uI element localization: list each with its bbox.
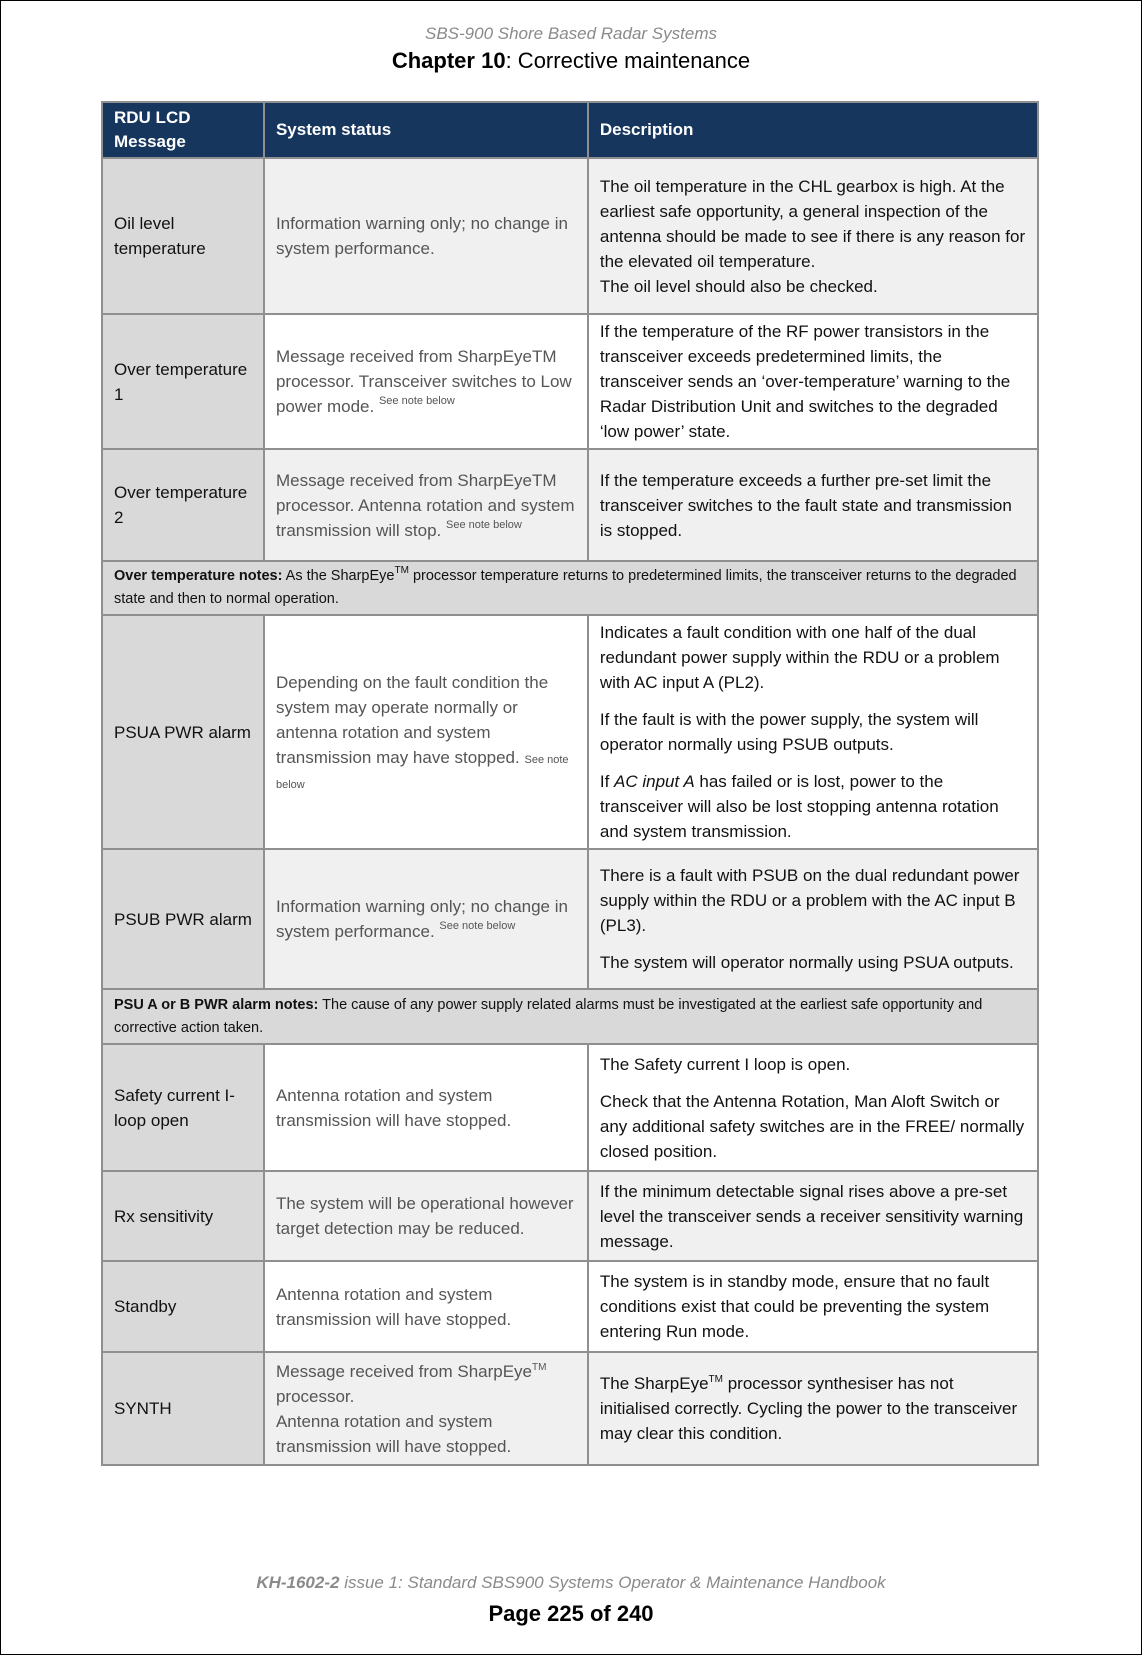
- status-cell: Antenna rotation and system transmission will have stopped.: [264, 1261, 588, 1352]
- document-footer: [1, 1573, 1141, 1593]
- table-row: [102, 1352, 1038, 1465]
- over-temperature-note: [102, 561, 1038, 615]
- trademark-mark: TM: [532, 1361, 547, 1373]
- description-cell: The system is in standby mode, ensure that no fault conditions exist that could be preventing the system entering Run mode.: [588, 1261, 1038, 1352]
- note-text: As the SharpEye: [282, 568, 395, 584]
- note-text: The cause of any power supply related alarms must be investigated at the earliest safe opportunity and corrective action taken.: [114, 996, 983, 1036]
- table-header-row: [102, 102, 1038, 158]
- description-fragment: processor synthesiser has not initialised correctly. Cycling the power to the transceiver may clear this condition.: [599, 1374, 1018, 1443]
- running-header: SBS-900 Shore Based Radar Systems: [425, 24, 717, 43]
- description-cell: [588, 1044, 1038, 1171]
- trademark-mark: TM: [708, 1374, 723, 1385]
- status-cell: [264, 849, 588, 989]
- column-header-status: System status: [264, 102, 588, 158]
- description-cell: If the minimum detectable signal rises above a pre-set level the transceiver sends a receiver sensitivity warning message.: [588, 1171, 1038, 1261]
- note-label: PSU A or B PWR alarm notes:: [114, 996, 319, 1013]
- description-text: The Safety current I loop is open.: [599, 1054, 851, 1074]
- description-text: If the fault is with the power supply, the system will operator normally using PSUB outputs.: [599, 710, 979, 754]
- message-cell: Over temperature 2: [102, 449, 264, 561]
- status-text: Message received from SharpEyeTM processor. Transceiver switches to Low power mode.: [275, 347, 572, 416]
- description-cell: [588, 849, 1038, 989]
- description-text: The oil temperature in the CHL gearbox is high. At the earliest safe opportunity, a general inspection of the antenna should be made to see if there is any reason for the elevated oil temperature.: [599, 176, 1026, 271]
- description-cell: If the temperature of the RF power transistors in the transceiver exceeds predetermined limits, the transceiver sends an ‘over-temperature’ warning to the Radar Distribution Unit and switches to the degraded ‘low power’ state.: [588, 314, 1038, 449]
- note-text: processor temperature returns to predetermined limits, the transceiver returns to the degraded state and then to normal operation.: [114, 568, 1017, 607]
- see-note-label: See note below: [446, 518, 522, 531]
- message-cell: PSUA PWR alarm: [102, 615, 264, 849]
- description-text: Check that the Antenna Rotation, Man Aloft Switch or any additional safety switches are in the FREE/ normally closed position.: [599, 1091, 1025, 1161]
- doc-title: issue 1: Standard SBS900 Systems Operator & Maintenance Handbook: [339, 1573, 886, 1592]
- description-cell: [588, 615, 1038, 849]
- description-fragment: has failed or is lost, power to the transceiver will also be lost stopping antenna rotation and system transmission.: [599, 772, 999, 841]
- message-cell: Over temperature 1: [102, 314, 264, 449]
- status-cell: Information warning only; no change in system performance.: [264, 158, 588, 314]
- message-cell: Safety current I-loop open: [102, 1044, 264, 1171]
- description-fragment: If: [599, 772, 615, 791]
- table-row: [102, 615, 1038, 849]
- description-text: There is a fault with PSUB on the dual redundant power supply within the RDU or a problem with the AC input B (PL3).: [599, 866, 1020, 935]
- status-text: [276, 1359, 576, 1409]
- trademark-mark: TM: [394, 565, 409, 576]
- psu-alarm-note: [102, 989, 1038, 1044]
- see-note-label: See note below: [378, 395, 455, 407]
- table-row: [102, 1171, 1038, 1261]
- column-header-message: RDU LCD Message: [102, 102, 264, 158]
- note-row: [102, 561, 1038, 615]
- description-text: [600, 769, 1026, 844]
- status-text: Depending on the fault condition the system may operate normally or antenna rotation and system transmission may have stopped.: [275, 672, 549, 767]
- lcd-message-table: [101, 101, 1039, 1466]
- note-label: Over temperature notes:: [114, 568, 283, 584]
- column-header-description: Description: [588, 102, 1038, 158]
- status-cell: [264, 449, 588, 561]
- description-cell: [588, 1352, 1038, 1465]
- description-fragment: The SharpEye: [599, 1374, 709, 1393]
- status-fragment: Message received from SharpEye: [275, 1361, 533, 1381]
- table-row: [102, 314, 1038, 449]
- status-text: Message received from SharpEyeTM processor. Antenna rotation and system transmission will stop.: [275, 470, 575, 540]
- table-row: [102, 1261, 1038, 1352]
- status-text: Information warning only; no change in system performance.: [275, 897, 568, 941]
- chapter-label: Chapter 10: [391, 48, 506, 73]
- page-number: Page 225 of 240: [488, 1601, 654, 1626]
- message-cell: Standby: [102, 1261, 264, 1352]
- status-fragment: processor.: [275, 1386, 355, 1406]
- note-row: [102, 989, 1038, 1044]
- description-cell: [588, 158, 1038, 314]
- chapter-heading: [1, 48, 1141, 74]
- status-cell: [264, 1352, 588, 1465]
- status-text: Antenna rotation and system transmission will have stopped.: [275, 1411, 512, 1456]
- chapter-title: : Corrective maintenance: [505, 48, 751, 73]
- table-row: [102, 1044, 1038, 1171]
- table-row: [102, 849, 1038, 989]
- description-text: The system will operator normally using PSUA outputs.: [599, 953, 1014, 972]
- status-cell: The system will be operational however target detection may be reduced.: [264, 1171, 588, 1261]
- see-note-label: See note below: [275, 753, 569, 791]
- message-cell: PSUB PWR alarm: [102, 849, 264, 989]
- message-cell: SYNTH: [102, 1352, 264, 1465]
- description-cell: If the temperature exceeds a further pre-set limit the transceiver switches to the fault state and transmission is stopped.: [588, 449, 1038, 561]
- description-text: Indicates a fault condition with one half of the dual redundant power supply within the RDU or a problem with AC input A (PL2).: [599, 623, 1000, 692]
- table-row: [102, 449, 1038, 561]
- table-row: [102, 158, 1038, 314]
- description-emphasis: AC input A: [614, 772, 695, 791]
- message-cell: Rx sensitivity: [102, 1171, 264, 1261]
- description-text: The oil level should also be checked.: [599, 276, 878, 296]
- status-cell: [264, 314, 588, 449]
- see-note-label: See note below: [439, 920, 516, 932]
- doc-id: KH-1602-2: [256, 1573, 340, 1592]
- message-cell: Oil level temperature: [102, 158, 264, 314]
- status-cell: [264, 615, 588, 849]
- status-cell: Antenna rotation and system transmission will have stopped.: [264, 1044, 588, 1171]
